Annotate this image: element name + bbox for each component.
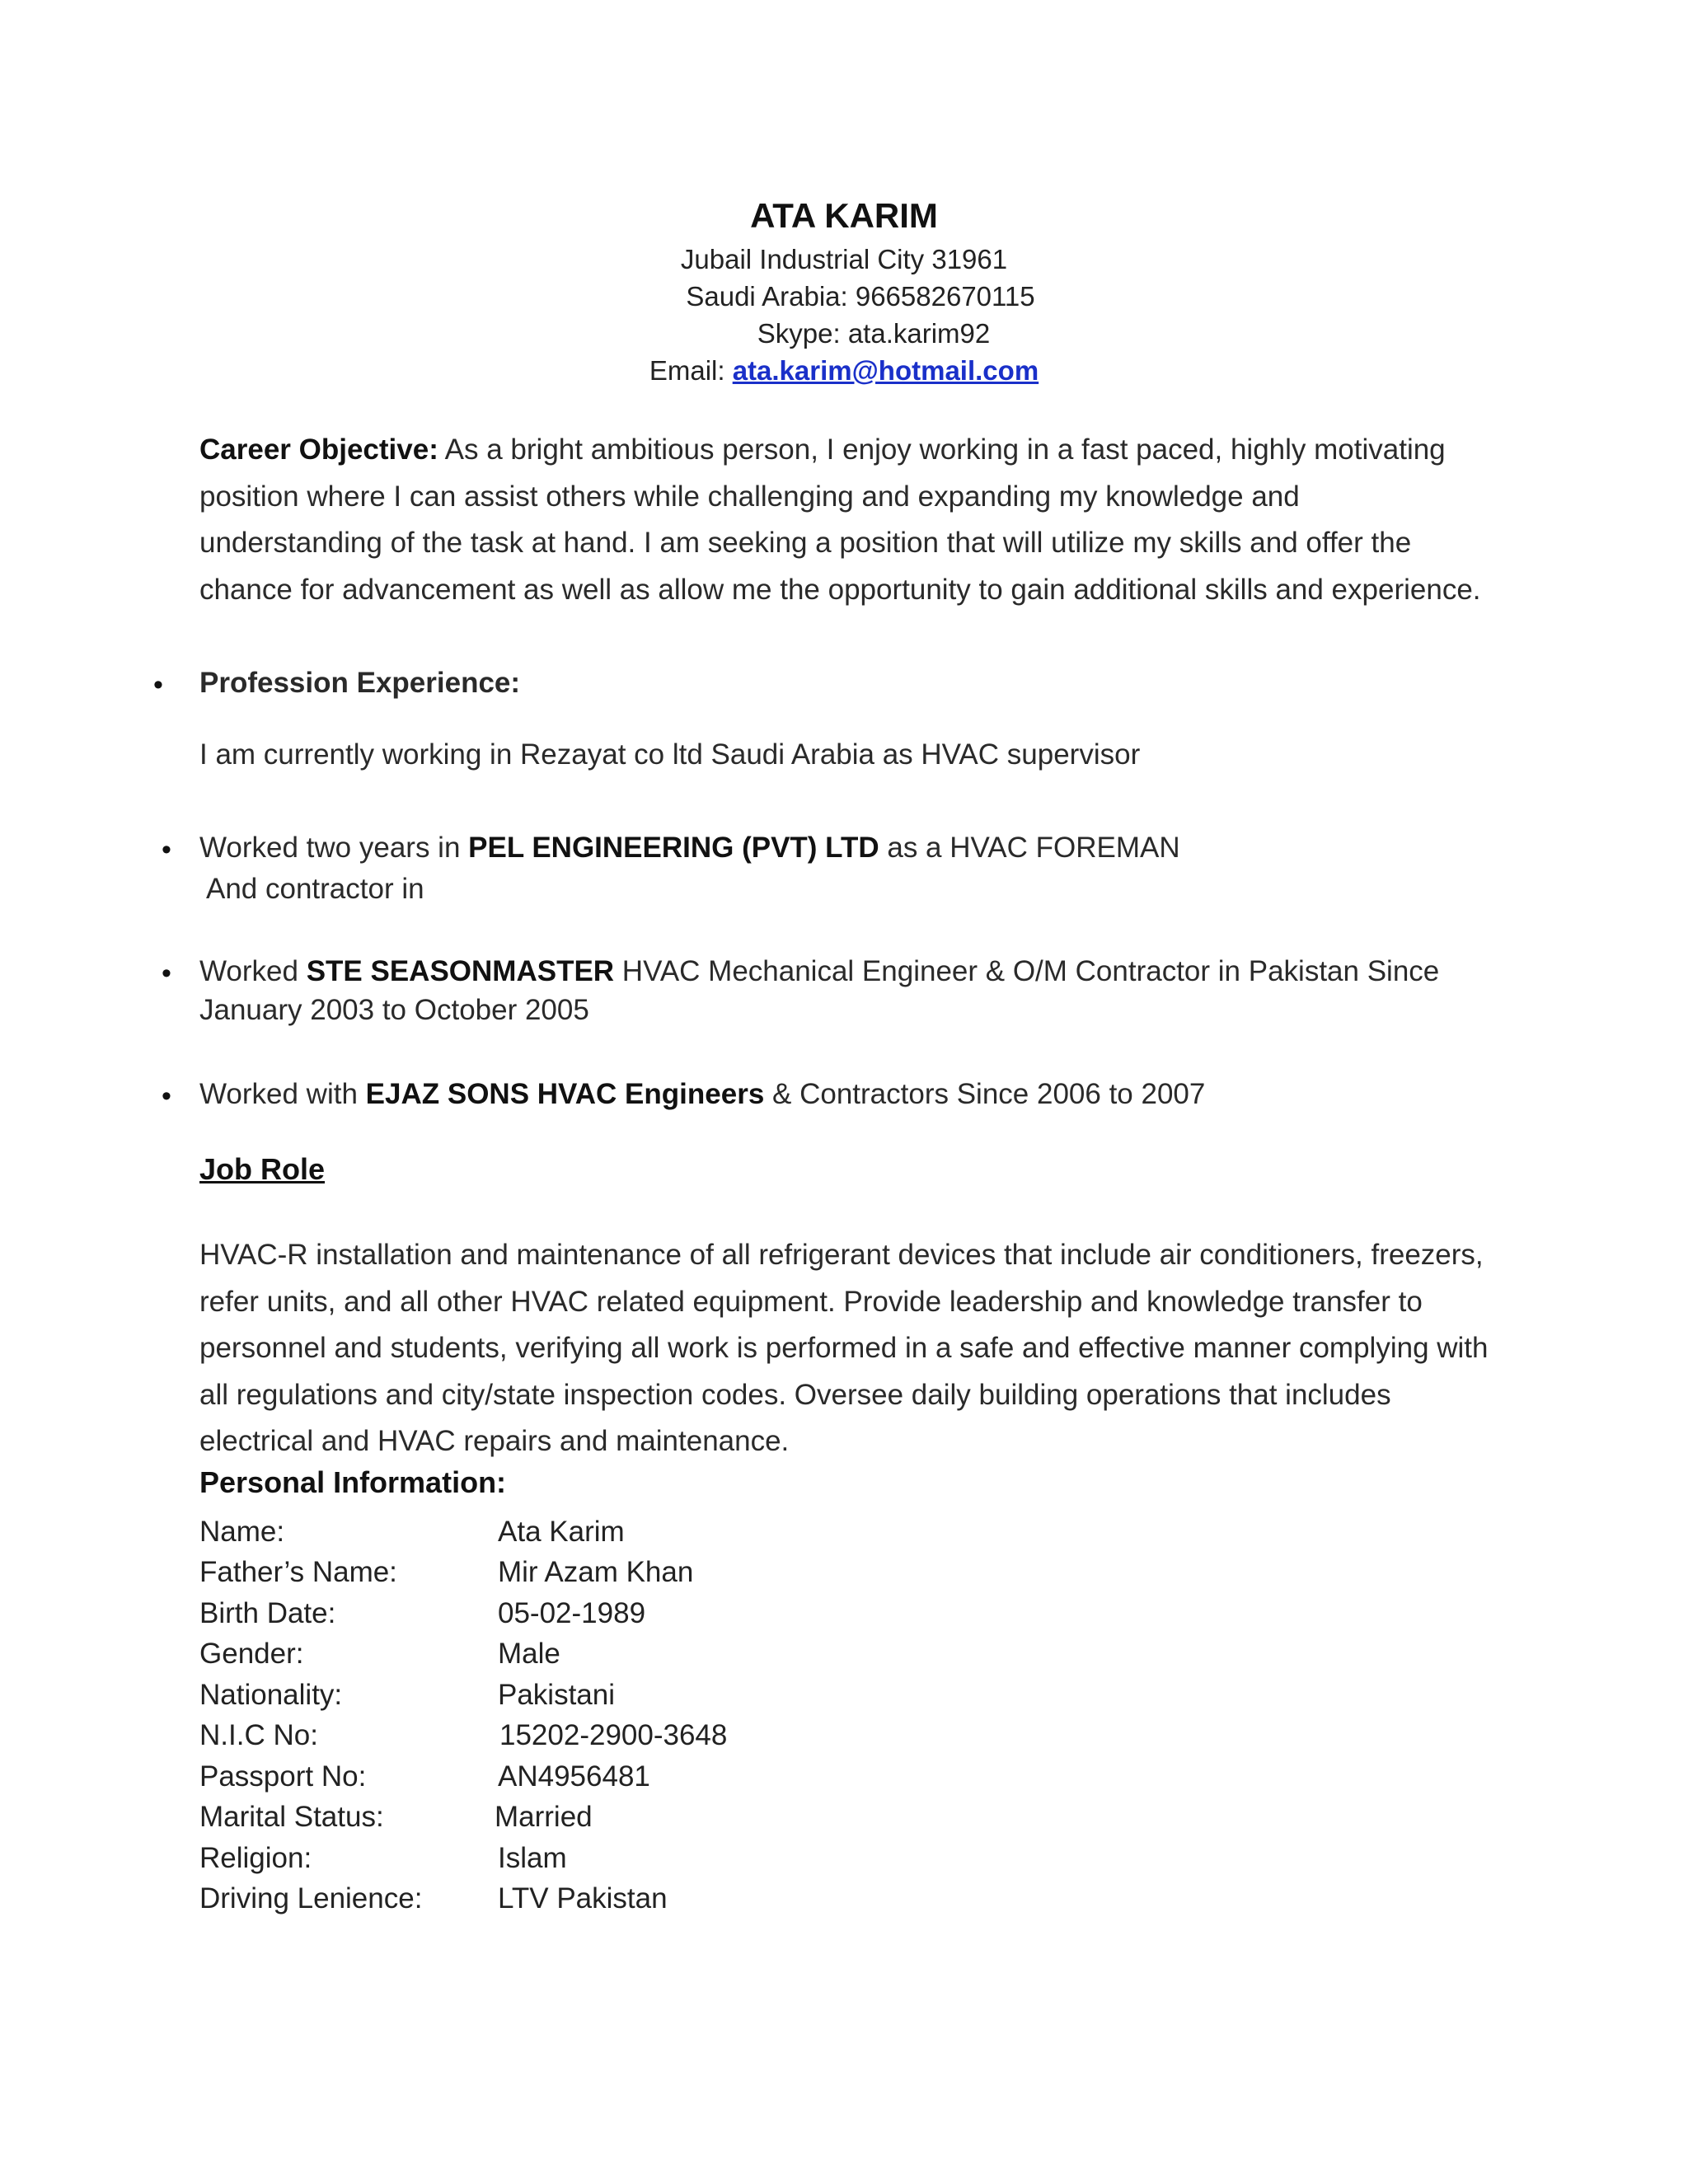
experience-heading: Profession Experience: <box>199 667 521 699</box>
experience-item-pre: Worked <box>199 955 307 987</box>
experience-company: STE SEASONMASTER <box>306 955 615 987</box>
personal-info-row <box>199 1760 941 1801</box>
experience-item-post: as a HVAC FOREMAN <box>879 832 1180 864</box>
experience-item-post: & Contractors Since 2006 to 2007 <box>764 1078 1206 1110</box>
personal-info-value: Pakistani <box>498 1679 616 1711</box>
personal-info-label: Name: <box>199 1516 285 1548</box>
experience-company: EJAZ SONS HVAC Engineers <box>365 1078 765 1110</box>
skype-line: Skype: ata.karim92 <box>757 318 991 349</box>
personal-info-value: 15202-2900-3648 <box>499 1719 728 1751</box>
experience-item-pre: Worked two years in <box>199 832 469 864</box>
career-objective-text: As a bright ambitious person, I enjoy working in a fast paced, highly motivating position where I can assist others while challenging and expanding my knowledge and understanding of the task at hand. I am seeking a position that will utilize my skills and offer the chance for advancement as well as allow me the opportunity to gain additional skills and experience. <box>199 434 1481 606</box>
personal-info-label: N.I.C No: <box>199 1719 318 1751</box>
email-link[interactable]: ata.karim@hotmail.com <box>732 355 1039 386</box>
bullet: • <box>162 1080 171 1112</box>
personal-info-label: Marital Status: <box>199 1801 384 1833</box>
personal-info-value: AN4956481 <box>498 1760 650 1793</box>
personal-info-row <box>199 1842 941 1882</box>
candidate-name: ATA KARIM <box>750 196 938 235</box>
personal-info-label: Father’s Name: <box>199 1556 397 1588</box>
current-position: I am currently working in Rezayat co ltd Saudi Arabia as HVAC supervisor <box>199 738 1141 771</box>
email-label: Email: <box>649 355 725 386</box>
personal-info-row <box>199 1556 941 1596</box>
personal-info-label: Religion: <box>199 1842 312 1874</box>
personal-info-label: Passport No: <box>199 1760 367 1793</box>
personal-info-label: Birth Date: <box>199 1597 336 1629</box>
personal-info-value: Ata Karim <box>498 1516 625 1548</box>
personal-info-value: Islam <box>498 1842 567 1874</box>
experience-item-line2: And contractor in <box>206 873 424 905</box>
job-role-text: HVAC-R installation and maintenance of all refrigerant devices that include air conditioners, freezers, refer units, and all other HVAC related equipment. Provide leadership and knowledge transfer to personnel and students, verifying all work is performed in a safe and effective manner complying with all regulations and city/state inspection codes. Oversee daily building operations that includes electrical and HVAC repairs and maintenance. <box>199 1239 1489 1457</box>
personal-info-row <box>199 1638 941 1678</box>
job-role-heading: Job Role <box>199 1152 326 1186</box>
bullet: • <box>153 669 163 701</box>
bullet: • <box>162 834 171 865</box>
experience-item-post: HVAC Mechanical Engineer & O/M Contractor in Pakistan Since <box>614 955 1440 987</box>
experience-item <box>199 955 1439 988</box>
personal-info-value: Mir Azam Khan <box>498 1556 694 1588</box>
personal-info-row <box>199 1679 941 1719</box>
personal-info-label: Nationality: <box>199 1679 343 1711</box>
experience-item-pre: Worked with <box>199 1078 366 1110</box>
personal-info-heading: Personal Information: <box>199 1465 507 1499</box>
career-objective-label: Career Objective: <box>199 434 438 466</box>
personal-info-row <box>199 1516 941 1556</box>
personal-info-row <box>199 1882 941 1923</box>
phone-line: Saudi Arabia: 966582670115 <box>686 281 1035 312</box>
career-objective <box>199 427 1485 613</box>
bullet: • <box>162 958 171 989</box>
personal-info-value: 05-02-1989 <box>498 1597 646 1629</box>
personal-info-value: Married <box>495 1801 593 1833</box>
experience-item-line2: January 2003 to October 2005 <box>199 994 589 1026</box>
personal-info-label: Gender: <box>199 1638 304 1670</box>
experience-company: PEL ENGINEERING (PVT) LTD <box>468 832 879 864</box>
personal-info-value: Male <box>498 1638 560 1670</box>
email-line <box>649 355 1039 387</box>
personal-info-row <box>199 1597 941 1638</box>
personal-info-row <box>199 1719 941 1760</box>
experience-item <box>199 1078 1205 1111</box>
personal-info-label: Driving Lenience: <box>199 1882 423 1915</box>
address-line: Jubail Industrial City 31961 <box>680 244 1008 274</box>
personal-info-row <box>199 1801 941 1841</box>
personal-info-value: LTV Pakistan <box>498 1882 668 1915</box>
experience-item <box>199 832 1180 865</box>
